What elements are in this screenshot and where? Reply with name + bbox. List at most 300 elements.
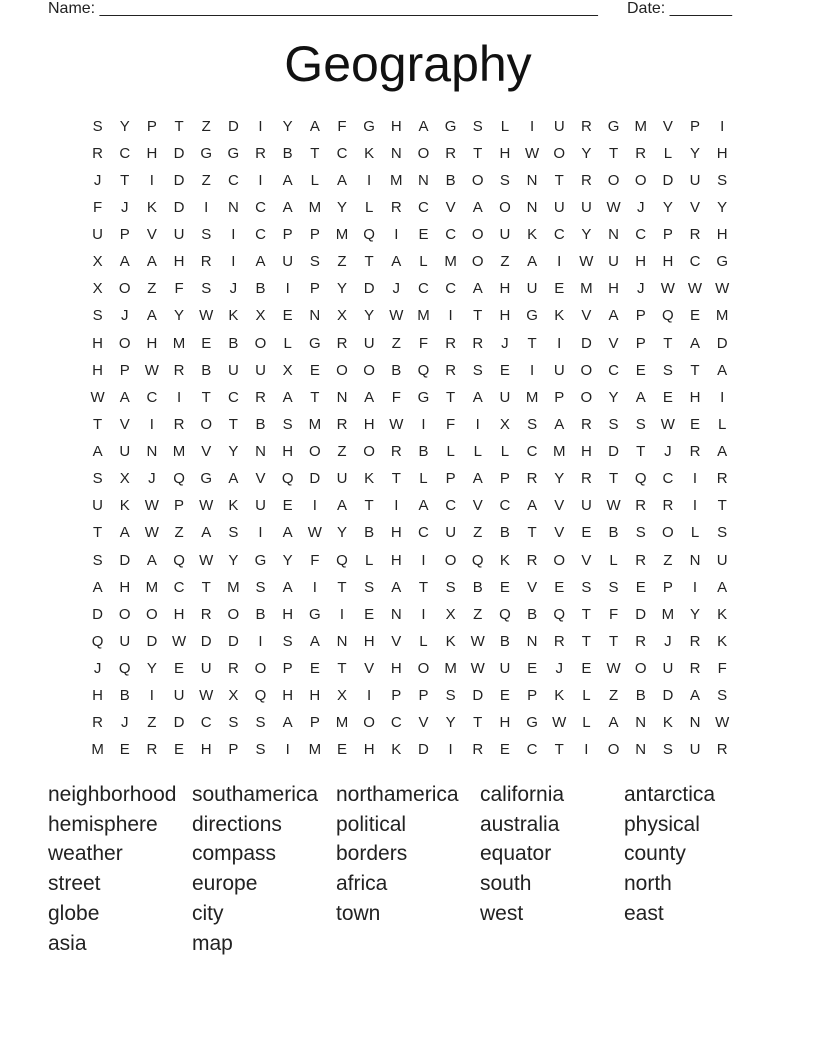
grid-letter: D xyxy=(580,334,592,352)
grid-letter: Y xyxy=(119,117,130,135)
grid-letter: M xyxy=(145,578,159,596)
grid-letter: K xyxy=(554,687,565,705)
grid-letter: G xyxy=(526,307,538,325)
grid-letter: K xyxy=(228,497,239,515)
grid-letter: Y xyxy=(228,551,239,569)
grid-letter: E xyxy=(662,388,673,406)
grid-letter: A xyxy=(309,117,320,135)
grid-letter: O xyxy=(146,605,158,623)
grid-letter: T xyxy=(310,144,320,162)
grid-letter: U xyxy=(499,388,511,406)
grid-letter: O xyxy=(254,660,267,678)
grid-letter: M xyxy=(661,605,675,623)
grid-letter: N xyxy=(526,198,538,216)
grid-letter: T xyxy=(337,660,347,678)
grid-letter: H xyxy=(499,307,511,325)
grid-letter: C xyxy=(390,714,402,732)
grid-letter: H xyxy=(662,253,674,271)
grid-row xyxy=(84,167,736,194)
grid-letter: A xyxy=(146,253,157,271)
grid-letter: O xyxy=(634,660,647,678)
grid-letter: G xyxy=(200,144,213,162)
grid-letter: S xyxy=(282,415,293,433)
grid-letter: H xyxy=(92,334,103,352)
grid-letter: J xyxy=(636,198,645,216)
grid-letter: S xyxy=(608,415,619,433)
grid-letter: C xyxy=(200,714,212,732)
word-item: equator xyxy=(480,842,552,866)
word-bank xyxy=(48,780,768,959)
grid-letter: H xyxy=(390,660,402,678)
grid-letter: M xyxy=(390,171,403,189)
grid-letter: Y xyxy=(282,551,293,569)
grid-letter: R xyxy=(526,470,538,488)
word-item: weather xyxy=(48,842,123,866)
grid-letter: U xyxy=(662,660,674,678)
grid-letter: T xyxy=(581,632,591,650)
grid-letter: R xyxy=(662,497,674,515)
grid-letter: A xyxy=(472,470,483,488)
grid-letter: H xyxy=(173,253,185,271)
grid-letter: I xyxy=(258,632,263,650)
grid-letter: L xyxy=(473,443,482,461)
grid-letter: R xyxy=(526,551,538,569)
grid-letter: P xyxy=(635,307,646,325)
grid-letter: O xyxy=(200,415,213,433)
grid-letter: P xyxy=(635,334,646,352)
grid-letter: M xyxy=(172,443,186,461)
grid-row xyxy=(84,601,736,628)
grid-letter: C xyxy=(418,524,429,542)
grid-letter: R xyxy=(445,334,457,352)
grid-letter: I xyxy=(367,687,372,705)
grid-letter: D xyxy=(363,280,375,298)
grid-letter: I xyxy=(258,524,263,542)
grid-letter: M xyxy=(91,741,104,759)
word-item: political xyxy=(336,812,407,836)
grid-letter: L xyxy=(582,687,591,705)
grid-letter: H xyxy=(580,443,592,461)
word-item: county xyxy=(624,842,686,866)
grid-letter: E xyxy=(690,415,701,433)
grid-letter: I xyxy=(149,171,154,189)
grid-letter: N xyxy=(689,551,701,569)
grid-letter: S xyxy=(228,714,239,732)
grid-letter: T xyxy=(92,415,103,433)
grid-letter: X xyxy=(92,253,103,271)
grid-letter: B xyxy=(255,280,266,298)
word-item: town xyxy=(336,902,381,926)
grid-letter: U xyxy=(716,551,728,569)
grid-letter: I xyxy=(557,253,562,271)
grid-letter: M xyxy=(634,117,647,135)
grid-letter: H xyxy=(499,144,511,162)
grid-letter: V xyxy=(608,334,619,352)
grid-letter: A xyxy=(717,578,728,596)
grid-letter: X xyxy=(282,361,293,379)
grid-letter: S xyxy=(717,687,728,705)
grid-letter: M xyxy=(308,741,322,759)
grid-letter: Z xyxy=(337,253,347,271)
grid-letter: V xyxy=(418,714,429,732)
grid-letter: W xyxy=(687,280,703,298)
grid-letter: T xyxy=(174,117,184,135)
grid-letter: B xyxy=(282,144,293,162)
grid-letter: O xyxy=(471,226,484,244)
grid-letter: E xyxy=(527,660,538,678)
grid-letter: W xyxy=(199,551,214,569)
grid-letter: S xyxy=(635,415,646,433)
grid-letter: E xyxy=(174,741,185,759)
grid-letter: H xyxy=(499,714,511,732)
grid-letter: L xyxy=(663,144,673,162)
grid-letter: R xyxy=(445,144,457,162)
grid-letter: R xyxy=(200,605,212,623)
grid-letter: E xyxy=(499,687,510,705)
grid-letter: O xyxy=(444,551,457,569)
grid-letter: H xyxy=(309,687,321,705)
grid-letter: E xyxy=(635,361,646,379)
grid-letter: G xyxy=(200,470,213,488)
grid-letter: T xyxy=(310,388,320,406)
grid-letter: V xyxy=(364,660,375,678)
grid-letter: R xyxy=(255,144,266,162)
grid-letter: O xyxy=(417,144,430,162)
grid-letter: S xyxy=(255,714,266,732)
grid-letter: E xyxy=(581,524,592,542)
grid-row xyxy=(84,222,736,249)
grid-letter: V xyxy=(445,198,456,216)
grid-letter: I xyxy=(720,117,725,135)
grid-letter: R xyxy=(92,714,103,732)
grid-letter: P xyxy=(119,226,130,244)
grid-row xyxy=(84,140,736,167)
grid-letter: A xyxy=(336,497,347,515)
grid-row xyxy=(84,194,736,221)
grid-letter: A xyxy=(119,388,130,406)
grid-letter: W xyxy=(90,388,105,406)
grid-letter: U xyxy=(227,361,239,379)
grid-letter: M xyxy=(172,334,186,352)
grid-letter: R xyxy=(689,660,701,678)
grid-letter: Q xyxy=(254,687,267,705)
grid-letter: C xyxy=(227,388,239,406)
grid-letter: E xyxy=(282,307,293,325)
grid-letter: X xyxy=(336,307,347,325)
grid-letter: A xyxy=(554,415,565,433)
grid-letter: C xyxy=(526,443,538,461)
grid-letter: C xyxy=(336,144,348,162)
grid-letter: O xyxy=(471,171,484,189)
grid-letter: W xyxy=(307,524,322,542)
grid-letter: O xyxy=(308,443,321,461)
grid-letter: E xyxy=(418,226,429,244)
grid-letter: Y xyxy=(146,660,157,678)
grid-letter: H xyxy=(390,524,402,542)
grid-letter: O xyxy=(118,280,131,298)
grid-letter: Z xyxy=(663,551,673,569)
word-item: map xyxy=(192,931,233,955)
grid-letter: X xyxy=(228,687,239,705)
word-row xyxy=(48,869,768,899)
grid-letter: K xyxy=(662,714,673,732)
grid-letter: R xyxy=(553,632,565,650)
grid-letter: T xyxy=(92,524,103,542)
grid-letter: P xyxy=(146,117,157,135)
grid-letter: A xyxy=(527,253,538,271)
grid-letter: P xyxy=(309,280,320,298)
grid-letter: V xyxy=(690,198,701,216)
word-item: asia xyxy=(48,931,87,955)
grid-letter: A xyxy=(608,714,619,732)
grid-letter: Y xyxy=(554,470,565,488)
grid-letter: S xyxy=(717,524,728,542)
grid-letter: T xyxy=(581,605,591,623)
grid-letter: O xyxy=(607,741,620,759)
grid-row xyxy=(84,357,736,384)
grid-letter: I xyxy=(149,415,154,433)
grid-letter: Q xyxy=(662,307,674,325)
grid-letter: I xyxy=(529,361,535,379)
grid-letter: V xyxy=(146,226,157,244)
grid-row xyxy=(84,547,736,574)
grid-letter: K xyxy=(146,198,157,216)
word-item: antarctica xyxy=(624,782,716,806)
grid-letter: I xyxy=(149,687,154,705)
grid-letter: S xyxy=(445,687,456,705)
word-row xyxy=(48,929,768,959)
word-item: europe xyxy=(192,872,258,896)
grid-letter: I xyxy=(258,171,263,189)
grid-letter: V xyxy=(581,551,592,569)
grid-letter: C xyxy=(119,144,131,162)
grid-letter: D xyxy=(173,171,185,189)
grid-letter: W xyxy=(171,632,187,650)
grid-letter: K xyxy=(445,632,456,650)
grid-letter: H xyxy=(635,253,647,271)
grid-letter: Q xyxy=(363,226,375,244)
grid-letter: A xyxy=(418,497,429,515)
grid-letter: Y xyxy=(336,524,347,542)
grid-letter: R xyxy=(92,144,103,162)
grid-row xyxy=(84,384,736,411)
grid-letter: Z xyxy=(147,280,157,298)
grid-letter: I xyxy=(692,578,698,596)
grid-letter: C xyxy=(526,741,538,759)
grid-letter: E xyxy=(309,361,320,379)
grid-letter: A xyxy=(690,334,701,352)
grid-letter: Q xyxy=(91,632,104,650)
name-blank: ________________________________________________________ xyxy=(99,0,598,17)
grid-letter: F xyxy=(310,551,320,569)
grid-letter: T xyxy=(201,578,211,596)
grid-letter: I xyxy=(448,307,453,325)
grid-letter: N xyxy=(390,144,402,162)
grid-letter: A xyxy=(391,578,402,596)
grid-letter: A xyxy=(282,171,293,189)
grid-letter: K xyxy=(391,741,402,759)
grid-letter: G xyxy=(308,334,321,352)
grid-letter: M xyxy=(444,253,457,271)
grid-letter: R xyxy=(200,253,212,271)
word-item: northamerica xyxy=(336,782,459,806)
grid-letter: C xyxy=(445,226,457,244)
word-item: east xyxy=(624,902,664,926)
grid-letter: T xyxy=(608,470,619,488)
grid-letter: G xyxy=(716,253,728,271)
grid-row xyxy=(84,330,736,357)
grid-letter: C xyxy=(445,280,457,298)
grid-letter: S xyxy=(92,551,103,569)
grid-letter: Q xyxy=(173,470,185,488)
grid-letter: L xyxy=(609,551,618,569)
grid-letter: A xyxy=(92,443,103,461)
grid-letter: I xyxy=(312,578,317,596)
grid-letter: F xyxy=(608,605,619,623)
word-item: hemisphere xyxy=(48,812,158,836)
grid-letter: R xyxy=(580,171,592,189)
grid-letter: T xyxy=(473,144,483,162)
grid-letter: H xyxy=(173,605,185,623)
grid-letter: I xyxy=(692,497,698,515)
grid-letter: O xyxy=(553,144,566,162)
grid-letter: R xyxy=(635,551,647,569)
grid-letter: C xyxy=(445,497,457,515)
grid-letter: P xyxy=(499,470,510,488)
grid-letter: U xyxy=(580,198,592,216)
grid-letter: E xyxy=(635,578,646,596)
grid-letter: Q xyxy=(417,361,430,379)
grid-letter: J xyxy=(392,280,401,298)
grid-letter: S xyxy=(364,578,375,596)
grid-letter: J xyxy=(664,632,672,650)
grid-letter: R xyxy=(227,660,239,678)
grid-letter: T xyxy=(337,578,347,596)
grid-letter: O xyxy=(363,443,375,461)
grid-letter: V xyxy=(581,307,592,325)
grid-letter: A xyxy=(282,198,293,216)
grid-letter: C xyxy=(662,470,674,488)
grid-letter: U xyxy=(445,524,457,542)
grid-letter: X xyxy=(499,415,510,433)
grid-letter: U xyxy=(580,497,592,515)
grid-letter: M xyxy=(335,714,349,732)
page-title: Geography xyxy=(284,36,532,92)
grid-letter: I xyxy=(557,334,562,352)
grid-letter: S xyxy=(635,524,646,542)
grid-letter: S xyxy=(499,171,510,189)
grid-letter: R xyxy=(390,443,402,461)
grid-letter: Y xyxy=(690,144,701,162)
grid-letter: P xyxy=(309,226,320,244)
grid-letter: I xyxy=(312,497,317,515)
grid-letter: H xyxy=(499,280,511,298)
grid-letter: Q xyxy=(553,605,566,623)
grid-letter: W xyxy=(606,198,621,216)
grid-letter: E xyxy=(364,605,375,623)
grid-letter: D xyxy=(173,144,185,162)
grid-letter: O xyxy=(634,171,647,189)
grid-letter: N xyxy=(390,605,402,623)
grid-letter: B xyxy=(364,524,375,542)
grid-letter: H xyxy=(282,687,294,705)
grid-letter: S xyxy=(472,361,483,379)
grid-letter: R xyxy=(173,361,185,379)
grid-letter: B xyxy=(201,361,212,379)
grid-letter: H xyxy=(716,226,728,244)
grid-letter: R xyxy=(635,497,647,515)
grid-letter: M xyxy=(417,307,430,325)
grid-letter: O xyxy=(227,605,240,623)
grid-letter: I xyxy=(204,198,209,216)
grid-letter: E xyxy=(499,578,510,596)
grid-letter: P xyxy=(662,226,673,244)
grid-letter: B xyxy=(472,578,483,596)
grid-letter: Z xyxy=(201,117,211,135)
grid-letter: O xyxy=(471,253,484,271)
grid-letter: N xyxy=(526,632,538,650)
word-row xyxy=(48,899,768,929)
grid-letter: P xyxy=(174,497,185,515)
grid-letter: W xyxy=(199,497,214,515)
grid-letter: Y xyxy=(662,198,673,216)
grid-letter: I xyxy=(339,605,345,623)
grid-letter: I xyxy=(394,497,399,515)
grid-row xyxy=(84,574,736,601)
grid-letter: L xyxy=(419,253,428,271)
grid-letter: S xyxy=(92,117,103,135)
grid-letter: G xyxy=(254,551,267,569)
grid-letter: I xyxy=(448,741,453,759)
grid-letter: T xyxy=(717,497,727,515)
grid-letter: W xyxy=(606,660,621,678)
grid-letter: J xyxy=(93,660,102,678)
grid-letter: M xyxy=(308,198,322,216)
word-item: globe xyxy=(48,902,100,926)
grid-letter: T xyxy=(690,361,700,379)
grid-letter: Z xyxy=(500,253,510,271)
grid-letter: W xyxy=(199,687,214,705)
grid-letter: U xyxy=(92,497,103,515)
grid-letter: E xyxy=(336,741,347,759)
grid-letter: P xyxy=(690,117,701,135)
grid-letter: V xyxy=(201,443,212,461)
grid-letter: Q xyxy=(281,470,294,488)
grid-letter: O xyxy=(118,605,131,623)
grid-letter: T xyxy=(364,497,374,515)
grid-letter: C xyxy=(553,226,565,244)
grid-letter: H xyxy=(390,117,402,135)
grid-letter: H xyxy=(363,415,375,433)
grid-letter: V xyxy=(391,632,402,650)
grid-letter: I xyxy=(258,117,263,135)
grid-letter: U xyxy=(119,443,131,461)
grid-letter: I xyxy=(394,226,399,244)
grid-letter: E xyxy=(690,307,701,325)
grid-letter: T xyxy=(527,524,537,542)
grid-letter: H xyxy=(282,443,294,461)
grid-letter: E xyxy=(282,497,293,515)
grid-letter: U xyxy=(499,226,511,244)
grid-letter: E xyxy=(174,660,185,678)
grid-letter: W xyxy=(715,280,730,298)
grid-letter: N xyxy=(309,307,321,325)
grid-letter: H xyxy=(119,578,131,596)
grid-letter: R xyxy=(716,741,728,759)
grid-letter: T xyxy=(636,443,646,461)
grid-letter: R xyxy=(689,226,701,244)
grid-letter: S xyxy=(608,578,619,596)
